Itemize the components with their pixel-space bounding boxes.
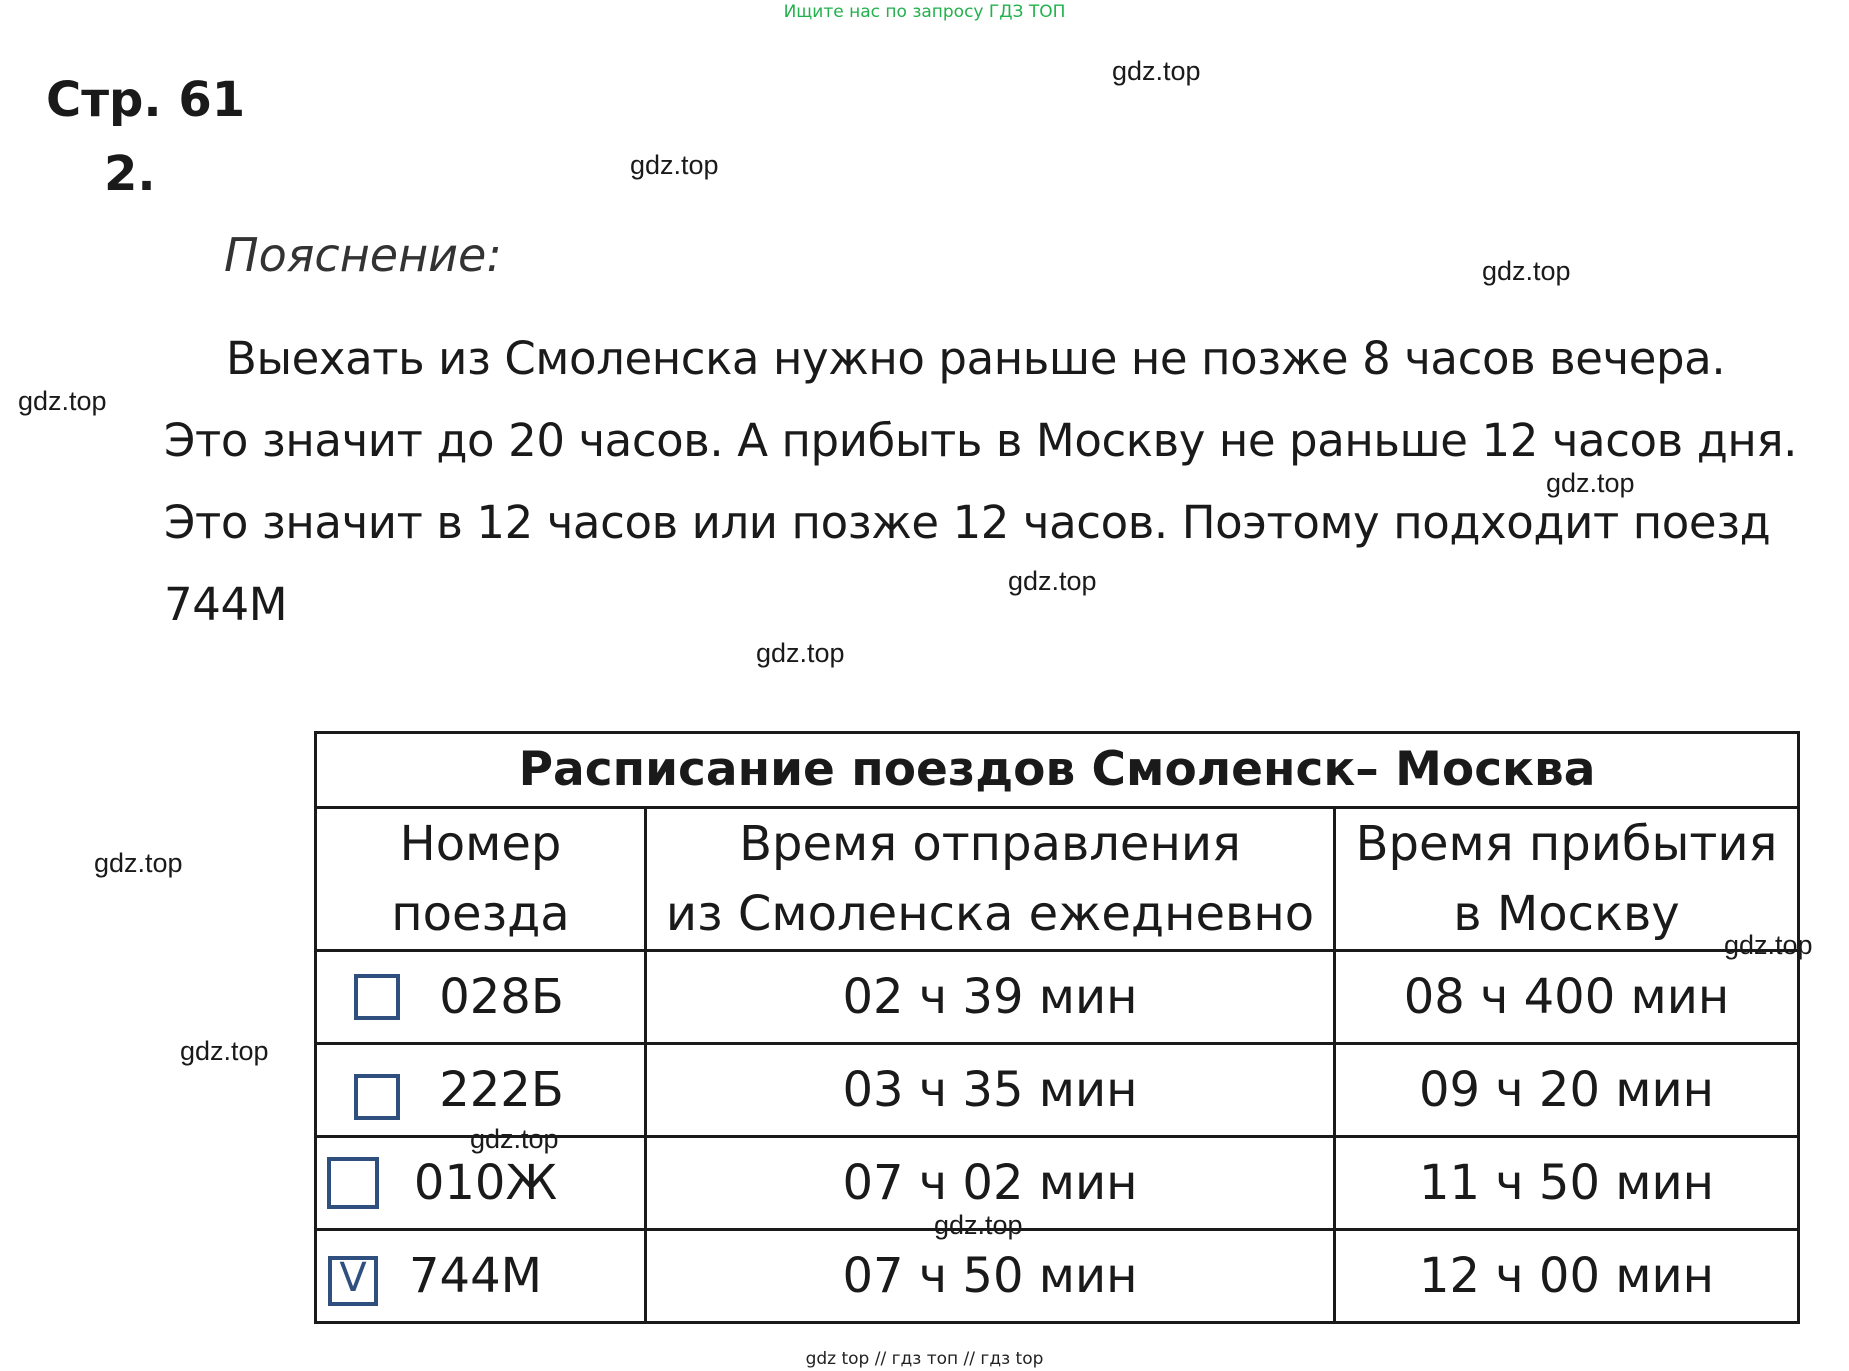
- header-departure-time: Время отправления из Смоленска ежедневно: [646, 808, 1335, 951]
- train-cell: [316, 1230, 646, 1323]
- page-title: Стр. 61: [46, 72, 246, 128]
- watermark: gdz.top: [18, 386, 107, 416]
- train-number: 028Б: [439, 969, 564, 1025]
- watermark: gdz.top: [1482, 256, 1571, 286]
- watermark: gdz.top: [180, 1036, 269, 1066]
- header-arrival-time: Время прибытия в Москву: [1335, 808, 1799, 951]
- train-number: 744М: [408, 1248, 543, 1304]
- watermark: gdz.top: [94, 848, 183, 878]
- train-cell: [316, 1044, 646, 1137]
- train-checkbox[interactable]: [327, 1157, 379, 1209]
- train-schedule-table: [314, 731, 1800, 1324]
- arrival-cell: 09 ч 20 мин: [1335, 1044, 1799, 1137]
- task-number: 2.: [104, 146, 156, 202]
- explanation-title: Пояснение:: [224, 228, 502, 282]
- explanation-text: Выехать из Смоленска нужно раньше не позже 8 часов вечера. Это значит до 20 часов. А прибыть в Москву не раньше 12 часов дня. Это значит в 12 часов или позже 12 часов. Поэтому подходит поезд 744М: [164, 332, 1798, 631]
- watermark: gdz.top: [630, 150, 719, 180]
- watermark: gdz.top: [1008, 566, 1097, 596]
- departure-cell: 07 ч 02 мин: [646, 1137, 1335, 1230]
- table-row: [316, 1044, 1799, 1137]
- arrival-cell: 12 ч 00 мин: [1335, 1230, 1799, 1323]
- departure-cell: 07 ч 50 мин: [646, 1230, 1335, 1323]
- watermark: gdz.top: [1724, 930, 1813, 960]
- train-number: 222Б: [439, 1062, 564, 1118]
- departure-cell: 02 ч 39 мин: [646, 951, 1335, 1044]
- train-cell: [316, 951, 646, 1044]
- table-row: [316, 1230, 1799, 1323]
- footer-note: gdz top // гдз топ // гдз top: [805, 1349, 1044, 1369]
- table-row: [316, 951, 1799, 1044]
- departure-cell: 03 ч 35 мин: [646, 1044, 1335, 1137]
- watermark: gdz.top: [1112, 56, 1201, 86]
- top-note: Ищите нас по запросу ГДЗ ТОП: [783, 2, 1066, 22]
- train-number: 010Ж: [413, 1155, 558, 1211]
- train-checkbox[interactable]: [354, 1074, 400, 1120]
- watermark: gdz.top: [756, 638, 845, 668]
- arrival-cell: 11 ч 50 мин: [1335, 1137, 1799, 1230]
- watermark: gdz.top: [934, 1210, 1023, 1240]
- watermark: gdz.top: [470, 1124, 559, 1154]
- train-checkbox[interactable]: [354, 974, 400, 1020]
- header-train-number: Номер поезда: [316, 808, 646, 951]
- train-checkbox-checked[interactable]: V: [328, 1256, 378, 1306]
- arrival-cell: 08 ч 400 мин: [1335, 951, 1799, 1044]
- watermark: gdz.top: [1546, 468, 1635, 498]
- table-caption: Расписание поездов Смоленск– Москва: [316, 733, 1799, 808]
